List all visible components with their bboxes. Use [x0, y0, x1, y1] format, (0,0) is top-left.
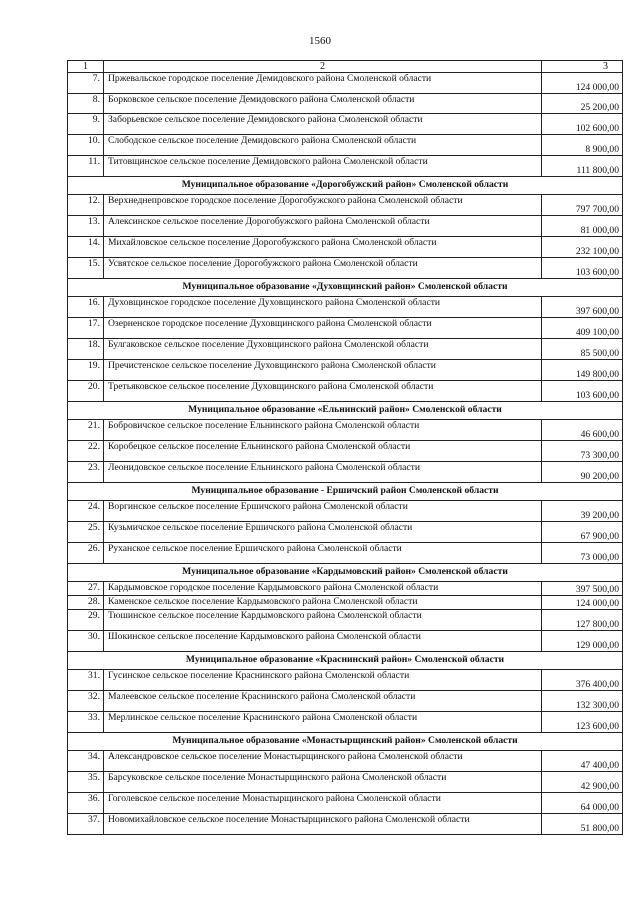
- row-number: 15.: [68, 258, 104, 279]
- row-number: 33.: [68, 712, 104, 733]
- table-row: [68, 318, 623, 339]
- row-number: 20.: [68, 381, 104, 402]
- row-number: 37.: [68, 814, 104, 835]
- row-number: 10.: [68, 135, 104, 156]
- section-title: Муниципальное образование «Кардымовский район» Смоленской области: [68, 564, 623, 582]
- table-row: [68, 772, 623, 793]
- section-title: Муниципальное образование - Ершичский район Смоленской области: [68, 483, 623, 501]
- settlement-name: Озерненское городское поселение Духовщинского района Смоленской области: [104, 318, 542, 339]
- row-number: 24.: [68, 501, 104, 522]
- section-title: Муниципальное образование «Духовщинский район» Смоленской области: [68, 279, 623, 297]
- row-number: 25.: [68, 522, 104, 543]
- row-number: 16.: [68, 297, 104, 318]
- table-row: [68, 195, 623, 216]
- amount-value: 8 900,00: [542, 135, 623, 156]
- table-row: [68, 135, 623, 156]
- settlement-name: Кардымовское городское поселение Кардымовского района Смоленской области: [104, 582, 542, 596]
- row-number: 26.: [68, 543, 104, 564]
- table-row: [68, 670, 623, 691]
- table-row: [68, 814, 623, 835]
- settlement-name: Руханское сельское поселение Ершичского района Смоленской области: [104, 543, 542, 564]
- table-row: [68, 712, 623, 733]
- settlement-name: Булгаковское сельское поселение Духовщинского района Смоленской области: [104, 339, 542, 360]
- amount-value: 39 200,00: [542, 501, 623, 522]
- table-row: [68, 793, 623, 814]
- amount-value: 129 000,00: [542, 631, 623, 652]
- settlement-name: Воргинское сельское поселение Ершичского района Смоленской области: [104, 501, 542, 522]
- settlement-name: Малеевское сельское поселение Краснинского района Смоленской области: [104, 691, 542, 712]
- amount-value: 25 200,00: [542, 94, 623, 114]
- settlement-name: Третьяковское сельское поселение Духовщинского района Смоленской области: [104, 381, 542, 402]
- table-row: [68, 543, 623, 564]
- row-number: 18.: [68, 339, 104, 360]
- settlement-name: Кузьмичское сельское поселение Ершичского района Смоленской области: [104, 522, 542, 543]
- settlement-name: Пржевальское городское поселение Демидовского района Смоленской области: [104, 73, 542, 94]
- settlement-name: Тюшинское сельское поселение Кардымовского района Смоленской области: [104, 610, 542, 631]
- row-number: 30.: [68, 631, 104, 652]
- amount-value: 47 400,00: [542, 751, 623, 772]
- section-header-row: [68, 279, 623, 297]
- section-title: Муниципальное образование «Краснинский район» Смоленской области: [68, 652, 623, 670]
- row-number: 29.: [68, 610, 104, 631]
- table-row: [68, 420, 623, 441]
- amount-value: 111 800,00: [542, 156, 623, 177]
- row-number: 8.: [68, 94, 104, 114]
- settlement-name: Бобровичское сельское поселение Ельнинского района Смоленской области: [104, 420, 542, 441]
- amount-value: 42 900,00: [542, 772, 623, 793]
- amount-value: 376 400,00: [542, 670, 623, 691]
- row-number: 28.: [68, 596, 104, 610]
- settlement-name: Духовщинское городское поселение Духовщинского района Смоленской области: [104, 297, 542, 318]
- amount-value: 51 800,00: [542, 814, 623, 835]
- settlement-name: Гусинское сельское поселение Краснинского района Смоленской области: [104, 670, 542, 691]
- row-number: 9.: [68, 114, 104, 135]
- settlement-name: Александровское сельское поселение Монастырщинского района Смоленской области: [104, 751, 542, 772]
- row-number: 36.: [68, 793, 104, 814]
- row-number: 7.: [68, 73, 104, 94]
- amount-value: 127 800,00: [542, 610, 623, 631]
- amount-value: 103 600,00: [542, 258, 623, 279]
- column-header-number: 1: [68, 61, 104, 73]
- table-row: [68, 297, 623, 318]
- table-row: [68, 610, 623, 631]
- row-number: 11.: [68, 156, 104, 177]
- row-number: 13.: [68, 216, 104, 237]
- column-header-amount: 3: [542, 61, 623, 73]
- section-header-row: [68, 733, 623, 751]
- allocation-table: [67, 60, 623, 835]
- row-number: 21.: [68, 420, 104, 441]
- table-row: [68, 522, 623, 543]
- table-row: [68, 596, 623, 610]
- settlement-name: Шокинское сельское поселение Кардымовского района Смоленской области: [104, 631, 542, 652]
- table-row: [68, 258, 623, 279]
- amount-value: 102 600,00: [542, 114, 623, 135]
- table-row: [68, 751, 623, 772]
- settlement-name: Пречистенское сельское поселение Духовщинского района Смоленской области: [104, 360, 542, 381]
- amount-value: 797 700,00: [542, 195, 623, 216]
- amount-value: 397 500,00: [542, 582, 623, 596]
- table-row: [68, 237, 623, 258]
- settlement-name: Алексинское сельское поселение Дорогобужского района Смоленской области: [104, 216, 542, 237]
- settlement-name: Новомихайловское сельское поселение Монастырщинского района Смоленской области: [104, 814, 542, 835]
- row-number: 19.: [68, 360, 104, 381]
- section-header-row: [68, 652, 623, 670]
- amount-value: 409 100,00: [542, 318, 623, 339]
- amount-value: 85 500,00: [542, 339, 623, 360]
- amount-value: 149 800,00: [542, 360, 623, 381]
- section-header-row: [68, 402, 623, 420]
- table-row: [68, 381, 623, 402]
- section-header-row: [68, 483, 623, 501]
- settlement-name: Слободское сельское поселение Демидовского района Смоленской области: [104, 135, 542, 156]
- settlement-name: Гоголевское сельское поселение Монастырщинского района Смоленской области: [104, 793, 542, 814]
- amount-value: 64 000,00: [542, 793, 623, 814]
- amount-value: 73 000,00: [542, 543, 623, 564]
- row-number: 22.: [68, 441, 104, 462]
- amount-value: 90 200,00: [542, 462, 623, 483]
- row-number: 23.: [68, 462, 104, 483]
- section-title: Муниципальное образование «Монастырщинский район» Смоленской области: [68, 733, 623, 751]
- settlement-name: Коробецкое сельское поселение Ельнинского района Смоленской области: [104, 441, 542, 462]
- table-row: [68, 501, 623, 522]
- settlement-name: Михайловское сельское поселение Дорогобужского района Смоленской области: [104, 237, 542, 258]
- amount-value: 46 600,00: [542, 420, 623, 441]
- table-row: [68, 94, 623, 114]
- settlement-name: Каменское сельское поселение Кардымовского района Смоленской области: [104, 596, 542, 610]
- settlement-name: Усвятское сельское поселение Дорогобужского района Смоленской области: [104, 258, 542, 279]
- section-title: Муниципальное образование «Ельнинский район» Смоленской области: [68, 402, 623, 420]
- amount-value: 123 600,00: [542, 712, 623, 733]
- row-number: 35.: [68, 772, 104, 793]
- amount-value: 103 600,00: [542, 381, 623, 402]
- settlement-name: Барсуковское сельское поселение Монастырщинского района Смоленской области: [104, 772, 542, 793]
- row-number: 27.: [68, 582, 104, 596]
- section-header-row: [68, 177, 623, 195]
- table-row: [68, 462, 623, 483]
- amount-value: 397 600,00: [542, 297, 623, 318]
- settlement-name: Титовщинское сельское поселение Демидовского района Смоленской области: [104, 156, 542, 177]
- table-row: [68, 691, 623, 712]
- amount-value: 81 000,00: [542, 216, 623, 237]
- settlement-name: Мерлинское сельское поселение Краснинского района Смоленской области: [104, 712, 542, 733]
- table-row: [68, 156, 623, 177]
- settlement-name: Верхнеднепровское городское поселение Дорогобужского района Смоленской области: [104, 195, 542, 216]
- section-header-row: [68, 564, 623, 582]
- settlement-name: Борковское сельское поселение Демидовского района Смоленской области: [104, 94, 542, 114]
- row-number: 14.: [68, 237, 104, 258]
- table-row: [68, 114, 623, 135]
- row-number: 32.: [68, 691, 104, 712]
- table-body: [68, 73, 623, 835]
- page-number: 1560: [309, 35, 331, 47]
- column-header-name: 2: [104, 61, 542, 73]
- table-row: [68, 631, 623, 652]
- table-header: [68, 61, 623, 73]
- amount-value: 73 300,00: [542, 441, 623, 462]
- table-row: [68, 339, 623, 360]
- row-number: 17.: [68, 318, 104, 339]
- settlement-name: Заборьевское сельское поселение Демидовского района Смоленской области: [104, 114, 542, 135]
- table-row: [68, 582, 623, 596]
- settlement-name: Леонидовское сельское поселение Ельнинского района Смоленской области: [104, 462, 542, 483]
- table-row: [68, 360, 623, 381]
- row-number: 31.: [68, 670, 104, 691]
- amount-value: 124 000,00: [542, 596, 623, 610]
- table-row: [68, 73, 623, 94]
- table-row: [68, 216, 623, 237]
- row-number: 34.: [68, 751, 104, 772]
- amount-value: 232 100,00: [542, 237, 623, 258]
- amount-value: 124 000,00: [542, 73, 623, 94]
- amount-value: 132 300,00: [542, 691, 623, 712]
- row-number: 12.: [68, 195, 104, 216]
- amount-value: 67 900,00: [542, 522, 623, 543]
- table-row: [68, 441, 623, 462]
- section-title: Муниципальное образование «Дорогобужский район» Смоленской области: [68, 177, 623, 195]
